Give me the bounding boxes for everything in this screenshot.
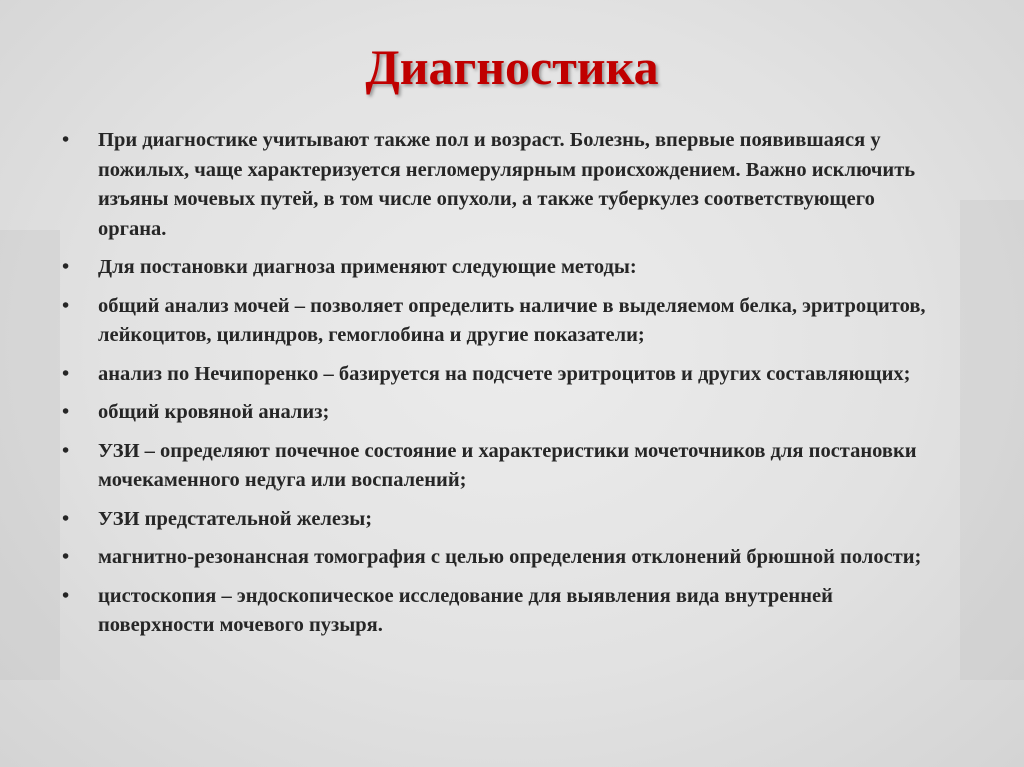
bullet-text: общий кровяной анализ; (98, 401, 330, 423)
bullet-icon: • (62, 439, 70, 462)
bullet-text: УЗИ предстательной железы; (98, 507, 373, 530)
bullet-item (62, 253, 942, 283)
bullet-list (62, 126, 942, 650)
bullet-icon: • (62, 546, 70, 568)
bullet-icon: • (62, 362, 70, 385)
bullet-icon: • (62, 401, 70, 423)
bullet-icon: • (62, 256, 70, 278)
bullet-text: При диагностике учитывают также пол и возраст. Болезнь, впервые появившаяся у пожилых, чаще характеризуется негломерулярным происхождением. Важно исключить изъяны мочевых путей, в том числе опухоли, а также туберкулез соответствующего органа. (98, 129, 916, 240)
bullet-text: общий анализ мочей – позволяет определить наличие в выделяемом белка, эритроцитов, лейкоцитов, цилиндров, гемоглобина и другие показатели; (98, 294, 926, 346)
bullet-item (62, 543, 942, 573)
bullet-text: анализ по Нечипоренко – базируется на подсчете эритроцитов и других составляющих; (98, 362, 911, 385)
bullet-text: УЗИ – определяют почечное состояние и характеристики мочеточников для постановки мочекаменного недуга или воспалений; (98, 439, 917, 491)
background-decoration (960, 200, 1024, 680)
bullet-icon: • (62, 129, 70, 151)
bullet-icon: • (62, 584, 70, 607)
slide-title: Диагностика (365, 39, 659, 95)
bullet-icon: • (62, 294, 70, 317)
background-decoration (0, 230, 60, 680)
bullet-text: цистоскопия – эндоскопическое исследование для выявления вида внутренней поверхности мочевого пузыря. (98, 584, 833, 636)
bullet-item (62, 292, 942, 351)
bullet-text: магнитно-резонансная томография с целью определения отклонений брюшной полости; (98, 546, 922, 568)
bullet-item (62, 437, 942, 496)
bullet-item (62, 360, 942, 390)
bullet-item (62, 582, 942, 641)
bullet-icon: • (62, 507, 70, 530)
bullet-text: Для постановки диагноза применяют следующие методы: (98, 256, 637, 278)
bullet-item (62, 505, 942, 535)
bullet-item (62, 398, 942, 428)
bullet-item (62, 126, 942, 244)
